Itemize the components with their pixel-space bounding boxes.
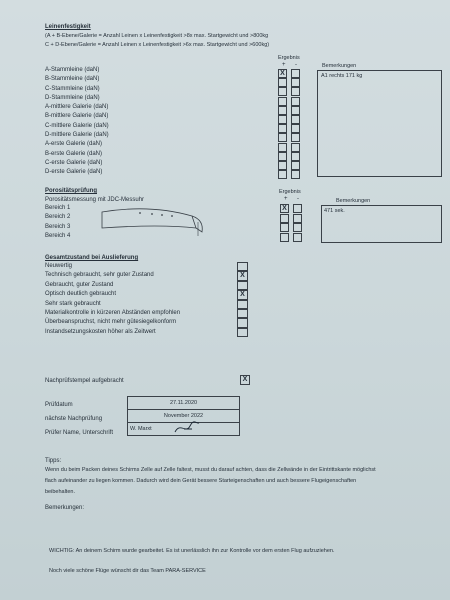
line-strength-list (45, 66, 109, 178)
line-plus-checkbox[interactable] (278, 87, 287, 96)
tips-heading: Tipps: (45, 458, 62, 464)
porosity-area-row: Bereich 3 (45, 223, 71, 230)
condition-checkbox[interactable] (237, 300, 248, 309)
line-minus-checkbox[interactable] (291, 78, 300, 87)
tips-line-3: beibehalten. (45, 489, 75, 495)
porosity-minus-header: - (297, 196, 299, 202)
porosity-area-row: Bereich 2 (45, 214, 71, 221)
line-strength-row: C-mittlere Galerie (daN) (45, 122, 109, 129)
line-plus-checkbox[interactable] (278, 152, 287, 161)
line-strength-row: D-mittlere Galerie (daN) (45, 132, 109, 139)
wing-tip (192, 216, 202, 232)
date-label: Prüfdatum (45, 402, 73, 408)
line-plus-checkbox[interactable] (278, 143, 287, 152)
condition-checkbox[interactable] (237, 328, 248, 337)
line-remarks-text: A1 rechts 171 kg (321, 73, 363, 79)
porosity-remarks-header: Bemerkungen (336, 198, 371, 204)
condition-checkbox[interactable] (237, 309, 248, 318)
inspector-name: W. Marxt (130, 426, 152, 432)
date-value[interactable]: 27.11.2020 (128, 397, 240, 410)
line-strength-row: D-erste Galerie (daN) (45, 169, 103, 176)
condition-title: Gesamtzustand bei Auslieferung (45, 255, 139, 261)
line-plus-checkbox[interactable] (278, 106, 287, 115)
porosity-area-list (45, 204, 70, 241)
wing-point-3 (161, 214, 163, 216)
condition-row: Materialkontrolle in kürzeren Abständen empfohlen (45, 309, 181, 316)
line-minus-checkbox[interactable] (291, 161, 300, 170)
line-strength-row: B-Stammleine (daN) (45, 76, 100, 83)
line-plus-checkbox[interactable] (278, 161, 287, 170)
signature-mark (172, 420, 202, 436)
next-inspection-label: nächste Nachprüfung (45, 416, 103, 422)
line-strength-rule-a: (A + B-Ebene/Galerie = Anzahl Leinen x Leinenfestigkeit >8x max. Startgewicht und >800kg (45, 33, 269, 39)
line-minus-checkbox[interactable] (291, 106, 300, 115)
line-strength-row: A-Stammleine (daN) (45, 67, 100, 73)
closing-text: Noch viele schöne Flüge wünscht dir das Team PARA-SERVICE (49, 568, 206, 574)
porosity-plus-checkbox[interactable] (280, 214, 289, 223)
porosity-area-row: Bereich 4 (45, 232, 71, 239)
porosity-area-row: Bereich 1 (45, 205, 71, 211)
wing-outline (102, 209, 196, 228)
porosity-plus-checkbox[interactable]: X (280, 204, 289, 213)
line-minus-checkbox[interactable] (291, 115, 300, 124)
inspection-table (127, 396, 240, 436)
inspector-cell[interactable] (128, 423, 240, 436)
condition-checkbox[interactable]: X (237, 271, 248, 280)
line-minus-checkbox[interactable] (291, 133, 300, 142)
line-plus-checkbox[interactable] (278, 170, 287, 179)
line-strength-row: A-mittlere Galerie (daN) (45, 104, 109, 111)
porosity-result-header: Ergebnis (279, 189, 301, 195)
line-minus-checkbox[interactable] (291, 170, 300, 179)
line-plus-checkbox[interactable] (278, 133, 287, 142)
wing-point-1 (139, 212, 141, 214)
line-minus-checkbox[interactable] (291, 69, 300, 78)
porosity-remarks-text: 471 sek. (324, 208, 345, 214)
condition-row: Instandsetzungskosten höher als Zeitwert (45, 328, 156, 335)
condition-row: Gebraucht, guter Zustand (45, 281, 114, 288)
condition-row: Neuwertig (45, 263, 73, 269)
condition-checkbox[interactable] (237, 281, 248, 290)
line-strength-row: A-erste Galerie (daN) (45, 141, 103, 148)
condition-checkbox[interactable]: X (237, 290, 248, 299)
tips-line-1: Wenn du beim Packen deines Schirms Zelle auf Zelle faltest, musst du darauf achten, dass die Zellwände in der Eintrittskante möglichst (45, 467, 376, 473)
line-minus-header: - (295, 62, 297, 68)
wing-point-2 (151, 213, 153, 215)
condition-row: Optisch deutlich gebraucht (45, 291, 117, 298)
line-plus-checkbox[interactable] (278, 124, 287, 133)
wing-point-4 (171, 215, 173, 217)
condition-checkbox[interactable] (237, 262, 248, 271)
condition-row: Sehr stark gebraucht (45, 300, 101, 307)
line-strength-row: C-erste Galerie (daN) (45, 159, 103, 166)
line-minus-checkbox[interactable] (291, 97, 300, 106)
line-remarks-box[interactable] (317, 70, 442, 177)
line-minus-checkbox[interactable] (291, 152, 300, 161)
wing-diagram (100, 206, 206, 240)
line-plus-header: + (282, 62, 286, 68)
next-inspection-value[interactable]: November 2022 (128, 410, 240, 423)
porosity-minus-checkbox[interactable] (293, 204, 302, 213)
condition-list (45, 262, 180, 337)
remarks-label: Bemerkungen: (45, 505, 85, 511)
line-minus-checkbox[interactable] (291, 87, 300, 96)
condition-checkbox[interactable] (237, 318, 248, 327)
porosity-minus-checkbox[interactable] (293, 223, 302, 232)
condition-row: Überbeanspruchst, nicht mehr gütesiegelkonform (45, 319, 177, 326)
porosity-plus-header: + (284, 196, 288, 202)
line-strength-row: D-Stammleine (daN) (45, 94, 100, 101)
stamp-label: Nachprüfstempel aufgebracht (45, 378, 124, 384)
porosity-title: Porositätsprüfung (45, 188, 97, 194)
porosity-remarks-box[interactable] (321, 205, 442, 243)
line-plus-checkbox[interactable] (278, 97, 287, 106)
line-strength-rule-c: C + D-Ebene/Galerie = Anzahl Leinen x Leinenfestigkeit >6x max. Startgewicht und >600kg) (45, 42, 270, 48)
porosity-minus-checkbox[interactable] (293, 233, 302, 242)
stamp-checkbox[interactable]: X (240, 375, 250, 385)
condition-row: Technisch gebraucht, sehr guter Zustand (45, 272, 154, 279)
inspector-label: Prüfer Name, Unterschrift (45, 430, 114, 436)
line-plus-checkbox[interactable]: X (278, 69, 287, 78)
warning-text: WICHTIG: An deinem Schirm wurde gearbeitet. Es ist unerlässlich ihn zur Kontrolle vor dem ersten Flug aufzuziehen. (49, 548, 335, 554)
line-remarks-header: Bemerkungen (322, 63, 357, 69)
tips-line-2: flach aufeinander zu liegen kommen. Dadurch wird dein Gerät bessere Starteigenschaften und auch bessere Flugeigenschaften (45, 478, 357, 484)
line-minus-checkbox[interactable] (291, 143, 300, 152)
porosity-plus-checkbox[interactable] (280, 233, 289, 242)
line-strength-row: B-mittlere Galerie (daN) (45, 113, 109, 120)
porosity-minus-checkbox[interactable] (293, 214, 302, 223)
line-strength-title: Leinenfestigkeit (45, 24, 91, 30)
line-plus-checkbox[interactable] (278, 78, 287, 87)
line-plus-checkbox[interactable] (278, 115, 287, 124)
line-result-header: Ergebnis (278, 55, 300, 61)
porosity-plus-checkbox[interactable] (280, 223, 289, 232)
line-minus-checkbox[interactable] (291, 124, 300, 133)
line-strength-row: C-Stammleine (daN) (45, 85, 100, 92)
line-strength-row: B-erste Galerie (daN) (45, 150, 103, 157)
porosity-subtitle: Porositätsmessung mit JDC-Messuhr (45, 197, 145, 203)
